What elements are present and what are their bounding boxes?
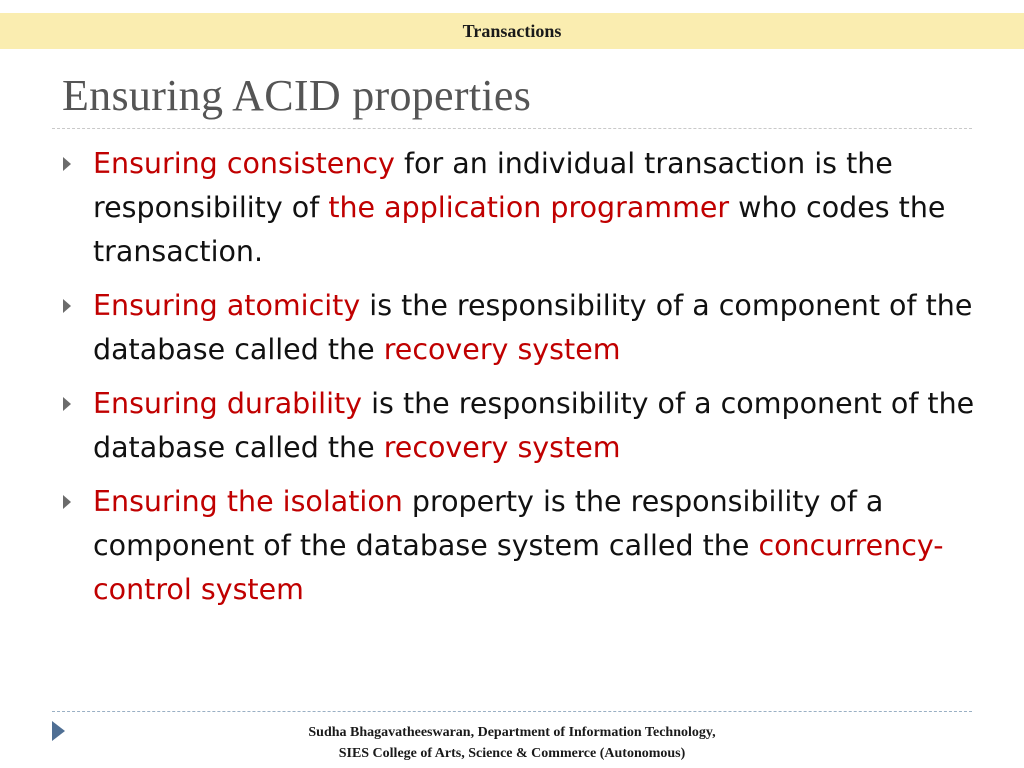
bullet-item-consistency <box>60 142 980 274</box>
footer-divider <box>52 711 972 712</box>
bullet-highlight: Ensuring atomicity <box>93 289 361 322</box>
triangle-bullet-icon <box>63 397 71 411</box>
bullet-text: for an individual transaction is the responsibility of <box>93 147 893 224</box>
footer-line-2: SIES College of Arts, Science & Commerce (Autonomous) <box>338 746 686 761</box>
header-title: Transactions <box>462 20 562 41</box>
footer-credit <box>0 722 1024 764</box>
bullet-highlight: recovery system <box>383 431 621 464</box>
bullet-text: is the responsibility of a component of the database called the <box>93 387 975 464</box>
bullet-highlight: Ensuring consistency <box>93 147 395 180</box>
bullet-item-isolation <box>60 480 980 612</box>
slide-title: Ensuring ACID properties <box>62 71 532 120</box>
bullet-text: is the responsibility of a component of the database called the <box>93 289 973 366</box>
bullet-text: property is the responsibility of a component of the database system called the <box>93 485 884 562</box>
title-divider <box>52 128 972 129</box>
bullet-item-atomicity <box>60 284 980 372</box>
header-band <box>0 13 1024 49</box>
bullet-highlight: concurrency-control system <box>93 529 944 606</box>
triangle-bullet-icon <box>63 299 71 313</box>
bullet-highlight: Ensuring durability <box>93 387 363 420</box>
footer-line-1: Sudha Bhagavatheeswaran, Department of Information Technology, <box>308 725 716 740</box>
bullet-item-durability <box>60 382 980 470</box>
bullet-list <box>60 142 980 622</box>
triangle-bullet-icon <box>63 495 71 509</box>
bullet-highlight: Ensuring the isolation <box>93 485 403 518</box>
bullet-highlight: recovery system <box>383 333 621 366</box>
bullet-text: who codes the transaction. <box>93 191 946 268</box>
triangle-bullet-icon <box>63 157 71 171</box>
bullet-highlight: the application programmer <box>328 191 730 224</box>
